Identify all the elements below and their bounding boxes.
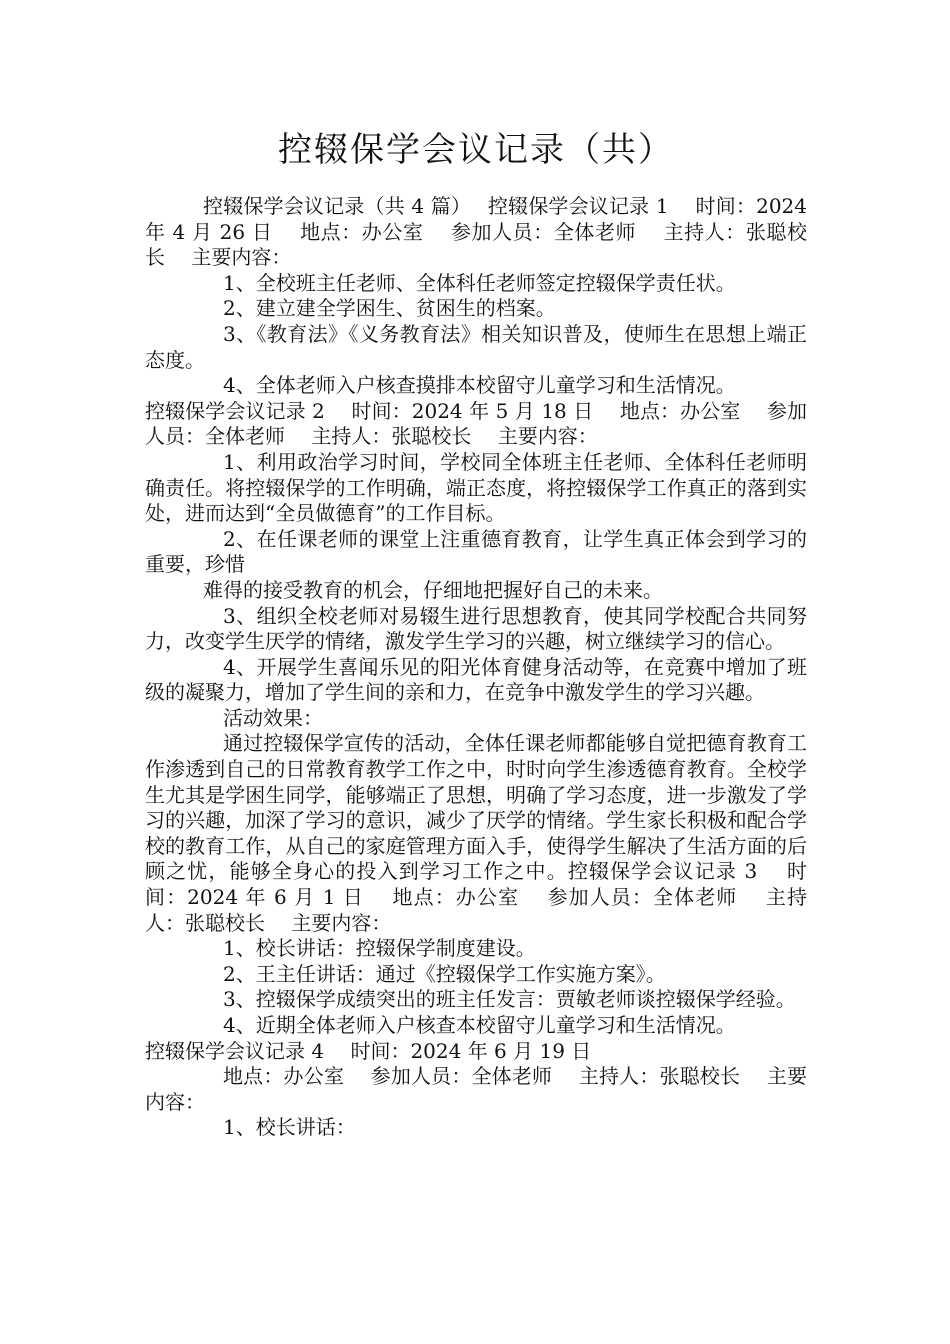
paragraph: 1、利用政治学习时间，学校同全体班主任老师、全体科任老师明确责任。将控辍保学的工作明确，端正态度，将控辍保学工作真正的落到实处，进而达到“全员做德育”的工作目标。 [145, 449, 807, 526]
paragraph: 4、开展学生喜闻乐见的阳光体育健身活动等，在竞赛中增加了班级的凝聚力，增加了学生间的亲和力，在竞争中激发学生的学习兴趣。 [145, 654, 807, 705]
paragraph: 地点：办公室 参加人员：全体老师 主持人：张聪校长 主要内容： [145, 1064, 807, 1114]
paragraph: 控辍保学会议记录（共 4 篇） 控辍保学会议记录 1 时间：2024 年 4 月 26 日 地点：办公室 参加人员：全体老师 主持人：张聪校长 主要内容： [145, 194, 807, 270]
paragraph: 2、在任课老师的课堂上注重德育教育，让学生真正体会到学习的重要，珍惜 [145, 526, 807, 577]
paragraph: 2、王主任讲话：通过《控辍保学工作实施方案》。 [223, 961, 666, 986]
paragraph: 4、全体老师入户核查摸排本校留守儿童学习和生活情况。 [223, 373, 736, 398]
paragraph: 活动效果： [223, 705, 323, 730]
paragraph: 1、全校班主任老师、全体科任老师签定控辍保学责任状。 [223, 270, 736, 295]
paragraph: 控辍保学会议记录 2 时间：2024 年 5 月 18 日 地点：办公室 参加人员：全体老师 主持人：张聪校长 主要内容： [145, 398, 807, 449]
paragraph: 4、近期全体老师入户核查本校留守儿童学习和生活情况。 [223, 1013, 736, 1037]
document-page [145, 0, 807, 1141]
paragraph: 3、《教育法》《义务教育法》相关知识普及，使师生在思想上端正态度。 [145, 321, 807, 372]
paragraph: 控辍保学会议记录 4 时间：2024 年 6 月 19 日 [145, 1038, 592, 1063]
paragraph: 难得的接受教育的机会，仔细地把握好自己的未来。 [203, 577, 663, 602]
paragraph: 3、控辍保学成绩突出的班主任发言：贾敏老师谈控辍保学经验。 [223, 987, 796, 1012]
paragraph: 通过控辍保学宣传的活动，全体任课老师都能够自觉把德育教育工作渗透到自己的日常教育教学工作之中，时时向学生渗透德育教育。全校学生尤其是学困生同学，能够端正了思想，明确了学习态度，进一步激发了学习的兴趣，加深了学习的意识，减少了厌学的情绪。学生家长积极和配合学校的教育工作，从自己的家庭管理方面入手，使得学生解决了生活方面的后顾之忧，能够全身心的投入到学习工作之中。控辍保学会议记录 3 时间：2024 年 6 月 1 日 地点：办公室 参加人员：全体老师 主持人：张聪校长 主要内容： [145, 731, 807, 935]
paragraph: 1、校长讲话： [223, 1115, 356, 1140]
paragraph: 3、组织全校老师对易辍生进行思想教育，使其同学校配合共同努力，改变学生厌学的情绪，激发学生学习的兴趣，树立继续学习的信心。 [145, 603, 807, 654]
document-body [145, 194, 807, 1141]
document-title: 控辍保学会议记录（共） [278, 130, 674, 170]
paragraph: 1、校长讲话：控辍保学制度建设。 [223, 936, 536, 961]
paragraph: 2、建立建全学困生、贫困生的档案。 [223, 296, 556, 321]
